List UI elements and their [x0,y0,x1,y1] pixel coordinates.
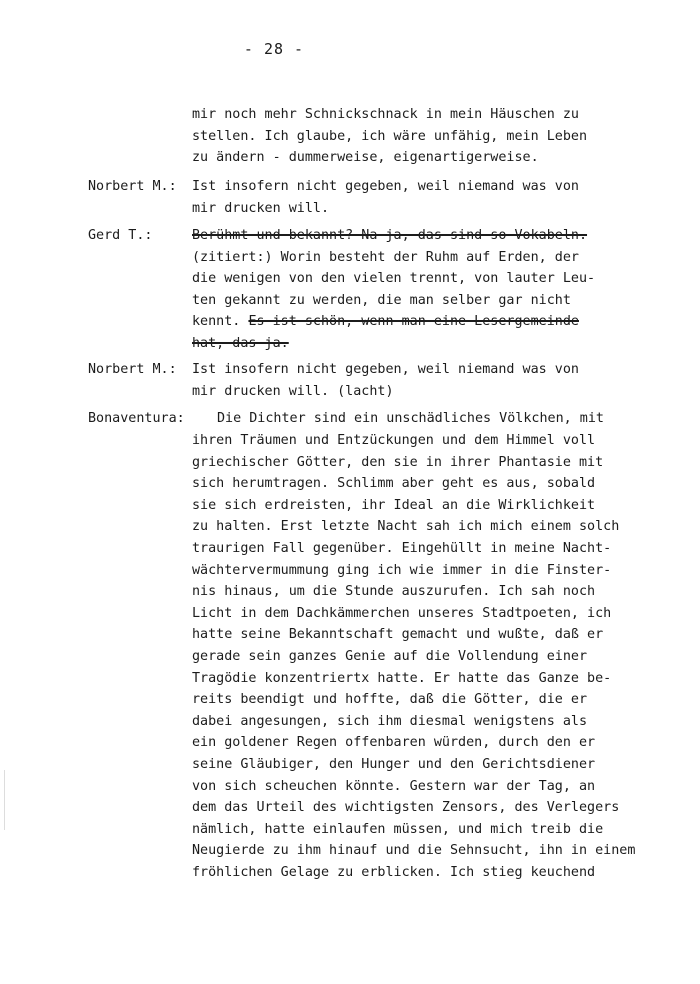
bonaventura-first-line: Die Dichter sind ein unschädliches Völkchen, mit [217,411,604,426]
page-number: - 28 - [243,40,305,58]
speaker-label: Gerd T.: [88,228,153,243]
norbert-reply-2 [192,359,579,402]
text-line: hatte seine Bekanntschaft gemacht und wußte, daß er [192,627,604,643]
speaker-label: Norbert M.: [88,179,177,194]
text-line: die wenigen von den vielen trennt, von lauter Leu- [192,271,596,287]
text-fragment: kennt. [192,314,249,330]
speaker-label: Norbert M.: [88,362,177,377]
text-line: mir drucken will. [192,200,330,216]
text-line: dem das Urteil des wichtigsten Zensors, des Verlegers [192,800,620,816]
text-line: ihren Träumen und Entzückungen und dem Himmel voll [192,433,596,448]
norbert-reply-1 [192,176,579,219]
struck-text-line: Berühmt und bekannt? Na ja, das sind so Vokabeln. [192,228,588,243]
bonaventura-paragraph [192,430,635,883]
text-line: sich herumtragen. Schlimm aber geht es aus, sobald [192,476,596,492]
speaker-label: Bonaventura: [88,411,185,426]
text-line: sie sich erdreisten, ihr Ideal an die Wirklichkeit [192,497,596,513]
text-line: zu ändern - dummerweise, eigenartigerweise. [192,150,539,166]
text-line: wächtervermummung ging ich wie immer in die Finster- [192,562,612,578]
struck-text-line: hat, das ja. [192,335,289,351]
intro-paragraph [192,104,587,169]
text-line: reits beendigt und hoffte, daß die Götter, die er [192,692,588,708]
text-line: ten gekannt zu werden, die man selber gar nicht [192,292,571,308]
text-line: von sich scheuchen könnte. Gestern war der Tag, an [192,778,596,794]
struck-text-fragment: Es ist schön, wenn man eine Lesergemeinde [248,314,579,330]
text-line: dabei angesungen, sich ihm diesmal wenigstens als [192,713,588,729]
text-line: ein goldener Regen offenbaren würden, durch den er [192,735,596,751]
text-line: mir drucken will. (lacht) [192,383,394,399]
text-line: fröhlichen Gelage zu erblicken. Ich stieg keuchend [192,864,596,880]
text-line: gerade sein ganzes Genie auf die Vollendung einer [192,648,588,664]
text-line: stellen. Ich glaube, ich wäre unfähig, mein Leben [192,128,588,144]
text-line: nämlich, hatte einlaufen müssen, und mich treib die [192,821,604,837]
text-line: nis hinaus, um die Stunde auszurufen. Ich sah noch [192,584,596,600]
text-line: Licht in dem Dachkämmerchen unseres Stadtpoeten, ich [192,605,612,621]
text-line: griechischer Götter, den sie in ihrer Phantasie mit [192,454,604,470]
text-line: traurigen Fall gegenüber. Eingehüllt in meine Nacht- [192,540,612,556]
gerd-reply [192,225,595,355]
text-line: zu halten. Erst letzte Nacht sah ich mich einem solch [192,519,620,535]
text-line: Neugierde zu ihm hinauf und die Sehnsucht, ihn in einem [192,843,636,859]
text-line: (zitiert:) Worin besteht der Ruhm auf Erden, der [192,249,579,265]
text-line: Ist insofern nicht gegeben, weil niemand was von [192,362,579,377]
scan-edge-mark [4,770,5,830]
text-line-mixed [192,311,595,333]
text-line: mir noch mehr Schnickschnack in mein Häuschen zu [192,107,579,122]
text-line: Tragödie konzentriertx hatte. Er hatte das Ganze be- [192,670,612,686]
text-line: seine Gläubiger, den Hunger und den Gerichtsdiener [192,756,596,772]
text-line: Ist insofern nicht gegeben, weil niemand was von [192,179,579,194]
